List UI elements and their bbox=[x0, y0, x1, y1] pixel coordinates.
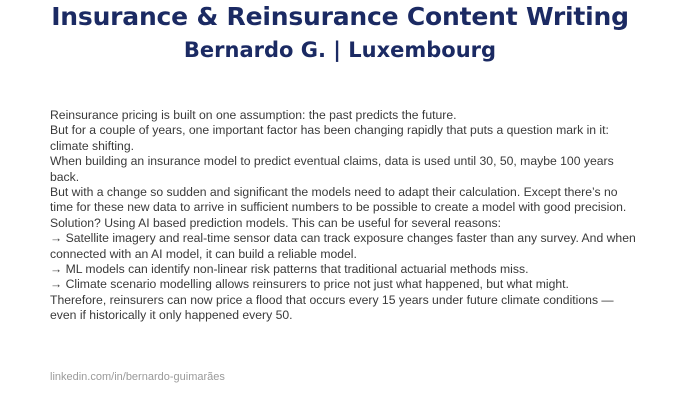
paragraph: Reinsurance pricing is built on one assumption: the past predicts the future. bbox=[50, 108, 457, 122]
page-subtitle: Bernardo G. | Luxembourg bbox=[183, 38, 497, 62]
paragraph: When building an insurance model to predict eventual claims, data is used until 30, 50, maybe 100 years back. bbox=[50, 154, 614, 184]
bullet-point: → Climate scenario modelling allows reinsurers to price not just what happened, but what might. bbox=[50, 277, 569, 292]
linkedin-profile-link[interactable]: linkedin.com/in/bernardo-guimarães bbox=[50, 371, 225, 383]
page-title: Insurance & Reinsurance Content Writing bbox=[51, 2, 629, 31]
bullet-point: → Satellite imagery and real-time sensor data can track exposure changes faster than any survey. And when connected with an AI model, it can build a reliable model. bbox=[50, 231, 636, 261]
paragraph: Solution? Using AI based prediction models. This can be useful for several reasons: bbox=[50, 215, 501, 230]
paragraph: Therefore, reinsurers can now price a flood that occurs every 15 years under future climate conditions — even if historically it only happened every 50. bbox=[50, 292, 614, 323]
article-body bbox=[50, 108, 640, 324]
paragraph: But with a change so sudden and significant the models need to adapt their calculation. Except there’s no time for these new data to arrive in sufficient numbers to be possible to create a model with good precision. bbox=[50, 185, 627, 215]
paragraph: But for a couple of years, one important factor has been changing rapidly that puts a question mark in it: climate shifting. bbox=[50, 123, 609, 153]
bullet-point: → ML models can identify non-linear risk patterns that traditional actuarial methods miss. bbox=[50, 262, 529, 277]
